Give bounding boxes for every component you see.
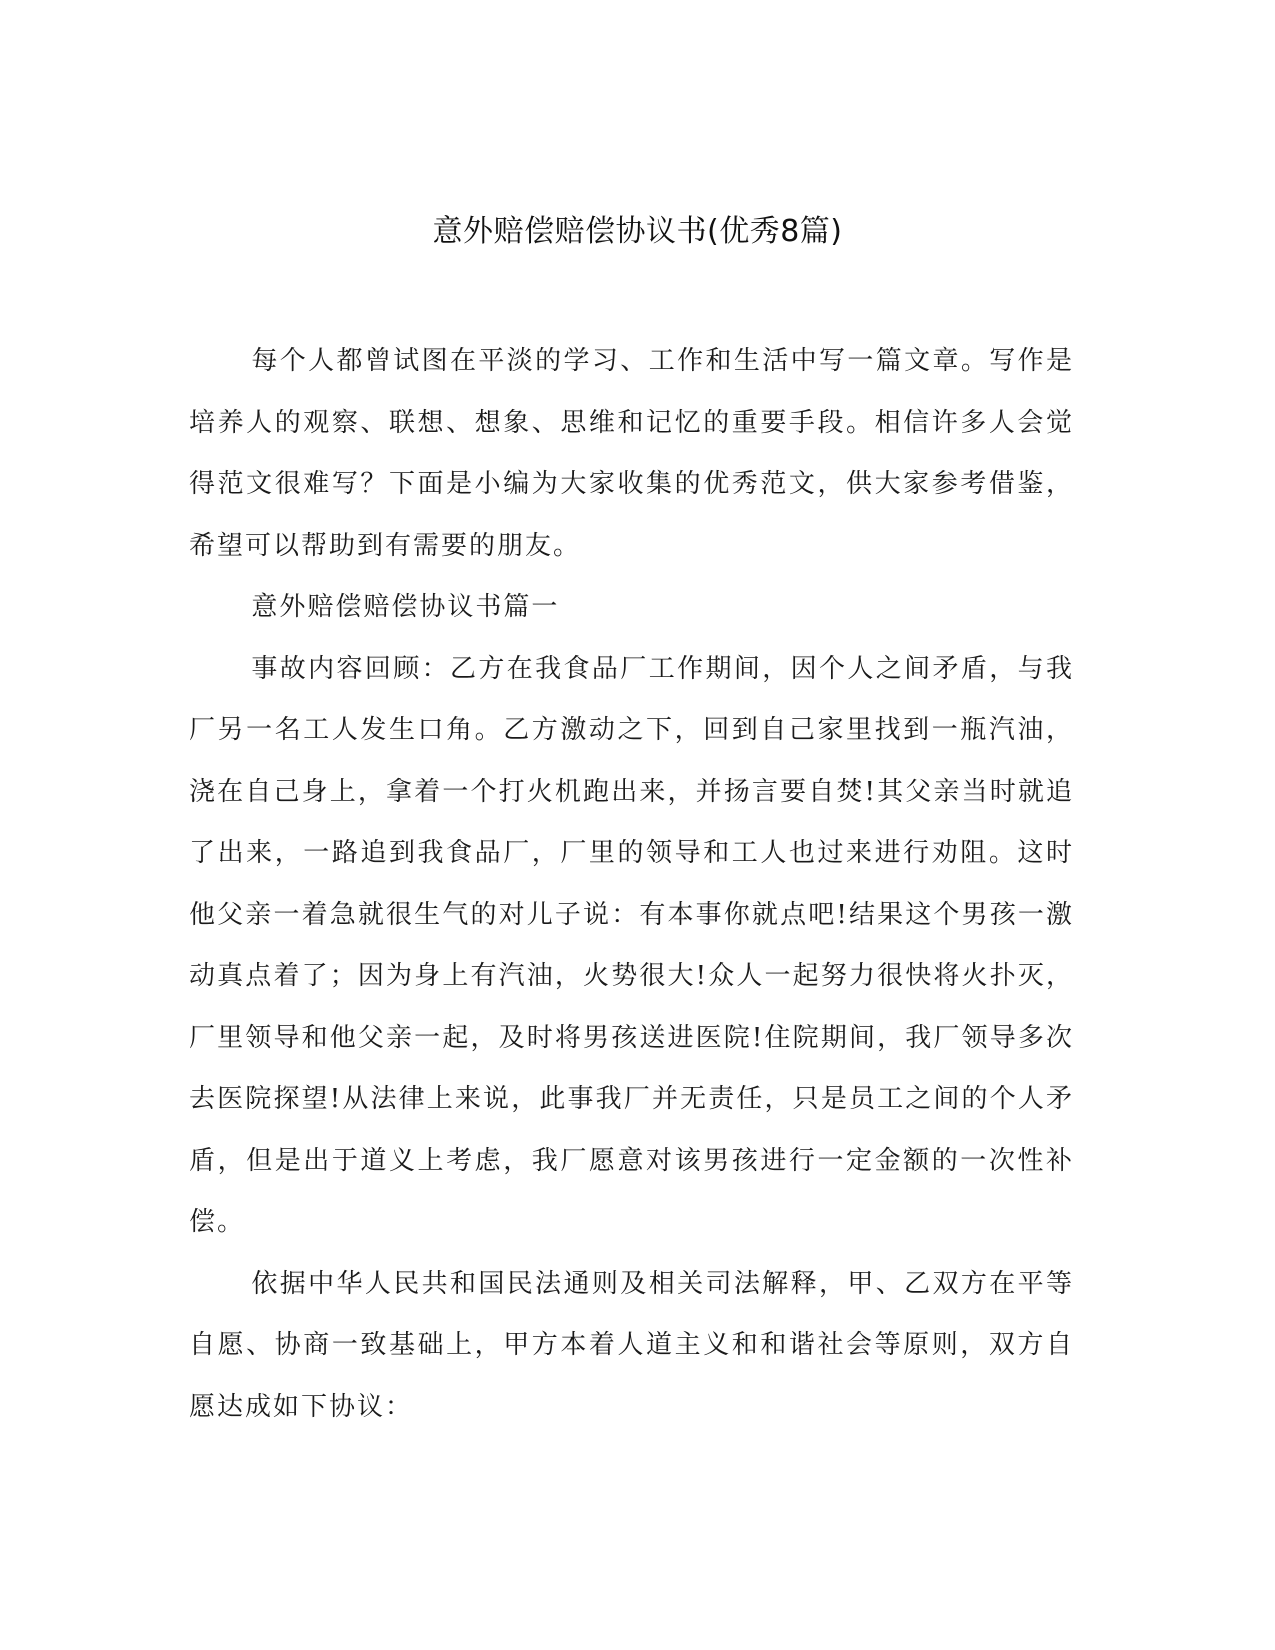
incident-paragraph: 事故内容回顾：乙方在我食品厂工作期间，因个人之间矛盾，与我厂另一名工人发生口角。乙方激动之下，回到自己家里找到一瓶汽油，浇在自己身上，拿着一个打火机跑出来，并扬言要自焚!其父亲当时就追了出来，一路追到我食品厂，厂里的领导和工人也过来进行劝阻。这时他父亲一着急就很生气的对儿子说：有本事你就点吧!结果这个男孩一激动真点着了；因为身上有汽油，火势很大!众人一起努力很快将火扑灭，厂里领导和他父亲一起，及时将男孩送进医院!住院期间，我厂领导多次去医院探望!从法律上来说，此事我厂并无责任，只是员工之间的个人矛盾，但是出于道义上考虑，我厂愿意对该男孩进行一定金额的一次性补偿。 [189,653,1074,1237]
agreement-basis-paragraph: 依据中华人民共和国民法通则及相关司法解释，甲、乙双方在平等自愿、协商一致基础上，甲方本着人道主义和和谐社会等原则，双方自愿达成如下协议： [189,1268,1074,1422]
document-title: 意外赔偿赔偿协议书(优秀8篇) [432,214,843,249]
document-body [189,331,1074,1438]
intro-paragraph: 每个人都曾试图在平淡的学习、工作和生活中写一篇文章。写作是培养人的观察、联想、想象、思维和记忆的重要手段。相信许多人会觉得范文很难写？下面是小编为大家收集的优秀范文，供大家参考借鉴，希望可以帮助到有需要的朋友。 [189,346,1074,561]
section-heading: 意外赔偿赔偿协议书篇一 [251,592,560,622]
